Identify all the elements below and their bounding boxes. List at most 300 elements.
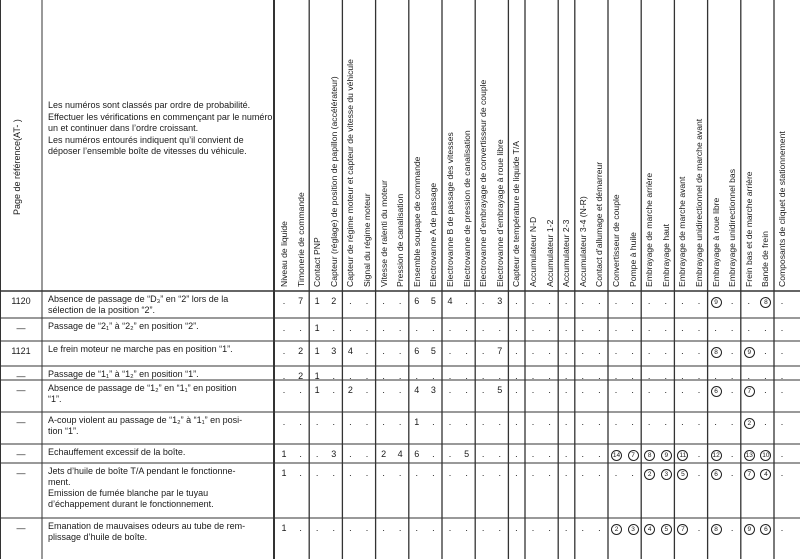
row-reference: 1121: [11, 346, 31, 356]
table-cell: .: [531, 346, 535, 356]
table-cell: 1: [281, 468, 287, 478]
table-cell: [611, 449, 621, 461]
table-cell: .: [415, 323, 419, 333]
circled-number: 9: [711, 297, 722, 308]
table-cell: .: [780, 371, 784, 381]
table-cell: .: [465, 385, 468, 395]
table-cell: [644, 523, 654, 535]
table-cell: .: [564, 323, 568, 333]
table-cell: 1: [314, 371, 320, 381]
column-header: Electrovanne B de passage des vitesses: [445, 132, 455, 287]
circled-number: 5: [661, 524, 672, 535]
table-cell: .: [730, 346, 734, 356]
table-cell: .: [614, 417, 618, 427]
table-cell: .: [564, 296, 568, 306]
column-header: Embrayage unidirectionnel de marche avant: [694, 118, 704, 287]
table-cell: [711, 523, 721, 535]
table-cell: .: [282, 346, 286, 356]
table-cell: .: [498, 323, 502, 333]
table-cell: 4: [447, 296, 453, 306]
row-reference: —: [16, 523, 26, 533]
table-cell: 7: [497, 346, 503, 356]
table-cell: .: [697, 323, 701, 333]
table-cell: .: [564, 346, 568, 356]
row-symptom: [48, 447, 274, 458]
table-cell: .: [531, 385, 535, 395]
table-cell: .: [780, 468, 784, 478]
table-cell: .: [299, 523, 302, 533]
table-cell: .: [332, 523, 336, 533]
circled-number: 8: [760, 297, 771, 308]
table-cell: .: [664, 417, 668, 427]
symptom-line: A-coup violent au passage de “1₂” à “1₁” en posi-: [48, 415, 243, 425]
table-cell: .: [714, 417, 717, 427]
row-symptom: [48, 415, 274, 437]
table-cell: .: [382, 323, 385, 333]
table-cell: [711, 346, 721, 358]
circled-number: 12: [712, 452, 720, 459]
table-cell: .: [332, 323, 336, 333]
table-cell: 2: [331, 296, 337, 306]
circled-number: 13: [745, 452, 753, 459]
table-cell: .: [299, 385, 302, 395]
table-cell: .: [564, 449, 568, 459]
table-cell: .: [481, 346, 485, 356]
table-cell: 2: [381, 449, 387, 459]
column-header: Electrovanne d’embrayage de convertisseur de couple: [478, 79, 489, 287]
table-cell: .: [432, 468, 435, 478]
circled-number: 6: [711, 469, 722, 480]
table-cell: .: [614, 468, 618, 478]
table-cell: 4: [347, 346, 353, 356]
column-header: Composants de cliquet de stationnement: [777, 131, 787, 287]
table-cell: .: [349, 296, 352, 306]
table-cell: .: [598, 371, 601, 381]
table-cell: .: [598, 449, 601, 459]
table-cell: .: [697, 346, 701, 356]
table-cell: .: [780, 449, 784, 459]
table-cell: .: [598, 323, 601, 333]
symptom-line: Jets d’huile de boîte T/A pendant le fonctionne-: [48, 466, 236, 476]
row-reference: 1120: [11, 296, 31, 306]
circled-number: 9: [661, 450, 672, 461]
symptom-line: sélection de la position “2”.: [48, 305, 156, 315]
table-cell: .: [415, 371, 419, 381]
table-cell: [744, 468, 754, 480]
table-cell: .: [382, 385, 385, 395]
table-cell: .: [515, 468, 518, 478]
table-cell: .: [415, 468, 419, 478]
table-cell: [711, 296, 721, 308]
table-cell: .: [614, 385, 618, 395]
table-cell: .: [432, 523, 435, 533]
table-cell: .: [299, 417, 302, 427]
table-cell: 3: [430, 385, 436, 395]
row-reference: —: [16, 417, 26, 427]
column-header: Pression de canalisation: [395, 193, 406, 287]
instructions-text: [48, 100, 274, 158]
table-cell: .: [398, 296, 402, 306]
circled-number: 8: [711, 524, 722, 535]
table-cell: .: [365, 371, 369, 381]
row-reference: —: [16, 371, 26, 381]
column-header: Contact d’allumage et démarreur: [594, 161, 605, 287]
table-cell: .: [548, 417, 551, 427]
table-cell: .: [448, 449, 452, 459]
symptom-line: tion “1”.: [48, 426, 79, 436]
table-cell: .: [697, 417, 701, 427]
circled-number: 8: [711, 347, 722, 358]
table-cell: .: [432, 371, 435, 381]
table-cell: 1: [314, 296, 320, 306]
table-cell: .: [764, 371, 767, 381]
table-cell: .: [714, 371, 717, 381]
table-cell: .: [398, 417, 402, 427]
table-cell: .: [531, 371, 535, 381]
table-cell: .: [432, 417, 435, 427]
column-header: Capteur de régime moteur et capteur de vitesse du véhicule: [345, 59, 356, 287]
table-cell: .: [747, 296, 751, 306]
table-cell: .: [498, 417, 502, 427]
table-cell: 1: [281, 449, 287, 459]
table-cell: .: [614, 296, 618, 306]
table-cell: [711, 385, 721, 397]
table-cell: .: [531, 296, 535, 306]
table-cell: .: [631, 323, 634, 333]
table-cell: .: [681, 385, 684, 395]
circled-number: 3: [628, 524, 639, 535]
table-cell: .: [598, 385, 601, 395]
table-cell: .: [365, 417, 369, 427]
table-cell: 7: [298, 296, 304, 306]
table-cell: 5: [497, 385, 503, 395]
table-cell: .: [448, 323, 452, 333]
table-cell: .: [398, 523, 402, 533]
table-cell: [744, 449, 754, 461]
symptom-line: Emission de fumée blanche par le tuyau: [48, 488, 209, 498]
table-cell: .: [282, 296, 286, 306]
table-cell: [760, 296, 770, 308]
table-cell: .: [481, 385, 485, 395]
table-cell: .: [548, 346, 551, 356]
column-header: Pompe à huile: [627, 232, 638, 287]
table-cell: .: [730, 468, 734, 478]
table-cell: [661, 468, 671, 480]
table-cell: .: [664, 346, 668, 356]
column-header: Embrayage à roue libre: [710, 197, 721, 287]
instruction-paragraph: Les numéros entourés indiquent qu’il convient de déposer l’ensemble boîte de vitesses du véhicule.: [48, 134, 247, 156]
table-cell: .: [548, 296, 551, 306]
symptom-line: Absence de passage de “1₂” en “1₁” en position: [48, 383, 237, 393]
table-cell: .: [697, 523, 701, 533]
circled-number: 14: [612, 452, 621, 459]
table-cell: .: [598, 296, 601, 306]
table-cell: .: [581, 523, 585, 533]
table-cell: .: [432, 449, 435, 459]
row-symptom: [48, 383, 274, 405]
table-cell: .: [581, 296, 585, 306]
table-cell: .: [664, 323, 668, 333]
row-reference: —: [16, 323, 26, 333]
table-cell: 3: [331, 449, 337, 459]
symptom-line: Emanation de mauvaises odeurs au tube de rem-: [48, 521, 246, 531]
column-header: Embrayage unidirectionnel bas: [727, 169, 738, 287]
table-cell: [760, 468, 770, 480]
column-header: Capteur de température de liquide T/A: [511, 140, 522, 287]
table-cell: 5: [430, 346, 436, 356]
table-cell: .: [481, 449, 485, 459]
circled-number: 6: [760, 524, 771, 535]
table-cell: .: [382, 468, 385, 478]
table-cell: .: [465, 371, 468, 381]
table-cell: .: [647, 346, 651, 356]
table-cell: .: [365, 385, 369, 395]
table-cell: .: [481, 296, 485, 306]
table-cell: .: [465, 523, 468, 533]
table-cell: .: [631, 346, 634, 356]
column-header: Embrayage de marche avant: [677, 176, 688, 287]
table-cell: .: [282, 385, 286, 395]
table-cell: .: [764, 417, 767, 427]
table-cell: .: [697, 385, 701, 395]
table-cell: .: [681, 371, 684, 381]
table-cell: [644, 468, 654, 480]
table-cell: .: [664, 296, 668, 306]
column-header: Embrayage de marche arrière: [644, 172, 655, 287]
symptom-line: Passage de “1₁” à “1₂” en position “1”.: [48, 369, 199, 379]
table-cell: .: [647, 385, 651, 395]
table-cell: .: [382, 371, 385, 381]
table-cell: .: [631, 371, 634, 381]
symptom-line: “1”.: [48, 394, 62, 404]
table-cell: .: [564, 385, 568, 395]
table-cell: .: [531, 323, 535, 333]
table-cell: .: [631, 385, 634, 395]
table-cell: .: [647, 417, 651, 427]
table-cell: .: [730, 449, 734, 459]
table-cell: .: [681, 346, 684, 356]
table-cell: .: [498, 468, 502, 478]
table-cell: .: [531, 468, 535, 478]
table-cell: .: [315, 468, 319, 478]
table-cell: [744, 523, 754, 535]
table-cell: .: [780, 323, 784, 333]
circled-number: 7: [744, 386, 755, 397]
table-cell: .: [398, 346, 402, 356]
table-cell: .: [432, 323, 435, 333]
table-cell: [628, 449, 638, 461]
table-cell: 2: [298, 346, 304, 356]
table-cell: .: [398, 371, 402, 381]
symptom-line: Passage de “2₁” à “2₂” en position “2”.: [48, 321, 199, 331]
table-cell: .: [448, 468, 452, 478]
table-cell: 1: [314, 346, 320, 356]
table-cell: .: [581, 371, 585, 381]
column-header: Bande de frein: [760, 231, 771, 287]
table-cell: .: [531, 523, 535, 533]
table-cell: .: [681, 296, 684, 306]
table-cell: .: [664, 371, 668, 381]
table-cell: [677, 523, 687, 535]
column-header: Timonerie de commande: [295, 192, 306, 287]
table-cell: .: [282, 323, 286, 333]
instruction-paragraph: Effectuer les vérifications en commençant par le numéro un et continuer dans l’ordre croissant.: [48, 111, 273, 133]
symptom-line: plissage d’huile de boîte.: [48, 532, 148, 542]
table-cell: .: [780, 417, 784, 427]
table-cell: .: [282, 371, 286, 381]
table-cell: [611, 523, 621, 535]
table-cell: .: [365, 449, 369, 459]
column-header: Electrovanne d’embrayage à roue libre: [494, 139, 505, 287]
table-cell: .: [564, 523, 568, 533]
table-cell: .: [515, 523, 518, 533]
table-cell: .: [730, 417, 734, 427]
table-cell: .: [365, 323, 369, 333]
circled-number: 9: [744, 524, 755, 535]
table-cell: .: [465, 468, 468, 478]
table-cell: .: [382, 296, 385, 306]
table-cell: [661, 449, 671, 461]
table-cell: .: [581, 468, 585, 478]
table-cell: .: [614, 323, 618, 333]
table-cell: .: [581, 346, 585, 356]
table-cell: .: [398, 468, 402, 478]
table-cell: .: [465, 323, 468, 333]
table-cell: .: [647, 371, 651, 381]
column-header: Accumulateur N-D: [528, 216, 538, 287]
column-header: Ensemble soupape de commande: [411, 156, 422, 287]
table-cell: .: [697, 296, 701, 306]
table-cell: .: [730, 371, 734, 381]
table-cell: .: [299, 449, 302, 459]
table-cell: .: [481, 323, 485, 333]
table-cell: .: [730, 385, 734, 395]
table-cell: .: [382, 523, 385, 533]
table-cell: 1: [414, 417, 420, 427]
circled-number: 8: [644, 450, 655, 461]
table-cell: 6: [414, 449, 420, 459]
table-cell: 6: [414, 296, 420, 306]
table-cell: 6: [414, 346, 420, 356]
table-cell: [677, 449, 687, 461]
circled-number: 6: [711, 386, 722, 397]
table-cell: .: [448, 346, 452, 356]
table-cell: .: [365, 346, 369, 356]
table-cell: .: [564, 371, 568, 381]
table-cell: [711, 468, 721, 480]
table-cell: [760, 449, 770, 461]
table-cell: .: [299, 323, 302, 333]
table-cell: .: [681, 417, 684, 427]
table-cell: 2: [347, 385, 353, 395]
table-cell: .: [598, 417, 601, 427]
table-cell: .: [598, 468, 601, 478]
table-cell: .: [349, 523, 352, 533]
table-cell: [628, 523, 638, 535]
table-cell: [760, 523, 770, 535]
table-cell: .: [581, 449, 585, 459]
circled-number: 7: [744, 469, 755, 480]
table-cell: [677, 468, 687, 480]
table-cell: [744, 417, 754, 429]
table-cell: 5: [464, 449, 470, 459]
table-cell: .: [515, 385, 518, 395]
table-cell: .: [315, 449, 319, 459]
table-cell: .: [465, 296, 468, 306]
table-cell: .: [465, 346, 468, 356]
table-cell: .: [515, 323, 518, 333]
symptom-line: Le frein moteur ne marche pas en position “1”.: [48, 344, 233, 354]
circled-number: 9: [744, 347, 755, 358]
table-cell: .: [515, 417, 518, 427]
table-cell: 3: [497, 296, 503, 306]
table-cell: .: [647, 296, 651, 306]
table-cell: .: [764, 346, 767, 356]
table-cell: [744, 385, 754, 397]
table-cell: .: [349, 449, 352, 459]
table-cell: .: [349, 323, 352, 333]
row-symptom: [48, 344, 274, 355]
table-cell: .: [598, 346, 601, 356]
table-cell: .: [548, 523, 551, 533]
row-symptom: [48, 466, 274, 510]
table-cell: .: [564, 468, 568, 478]
table-cell: .: [581, 417, 585, 427]
column-header: Electrovanne de pression de canalisation: [461, 130, 472, 287]
circled-number: 7: [677, 524, 688, 535]
table-cell: .: [481, 468, 485, 478]
table-cell: .: [349, 417, 352, 427]
row-symptom: [48, 369, 274, 380]
instruction-paragraph: Les numéros sont classés par ordre de probabilité.: [48, 100, 251, 110]
table-cell: .: [481, 417, 485, 427]
table-cell: .: [548, 385, 551, 395]
circled-number: 3: [661, 469, 672, 480]
circled-number: 2: [644, 469, 655, 480]
table-cell: .: [531, 449, 535, 459]
table-cell: 5: [430, 296, 436, 306]
table-cell: 3: [331, 346, 337, 356]
row-reference: —: [16, 385, 26, 395]
table-cell: .: [315, 523, 319, 533]
column-header: Capteur (réglage) de position de papillon (accélérateur): [328, 76, 339, 287]
table-cell: .: [780, 346, 784, 356]
table-cell: .: [581, 323, 585, 333]
circled-number: 11: [677, 450, 688, 461]
table-cell: .: [332, 417, 336, 427]
symptom-line: Absence de passage de “D₃” en “2” lors de la: [48, 294, 229, 304]
table-cell: .: [498, 371, 502, 381]
table-cell: .: [315, 417, 319, 427]
table-cell: .: [697, 449, 701, 459]
table-cell: 1: [281, 523, 287, 533]
column-header: Niveau de liquide: [279, 221, 289, 287]
table-cell: 4: [397, 449, 403, 459]
table-cell: 2: [298, 371, 304, 381]
table-cell: .: [332, 468, 336, 478]
table-cell: [711, 449, 721, 461]
row-reference: —: [16, 468, 26, 478]
table-cell: .: [282, 417, 286, 427]
column-header: Accumulateur 1-2: [544, 219, 555, 287]
table-cell: .: [764, 323, 767, 333]
table-cell: .: [730, 523, 734, 533]
column-header: Accumulateur 2-3: [561, 219, 572, 287]
column-header: Convertisseur de couple: [611, 194, 621, 287]
table-cell: 1: [314, 323, 320, 333]
table-cell: .: [697, 468, 701, 478]
table-cell: .: [614, 346, 618, 356]
